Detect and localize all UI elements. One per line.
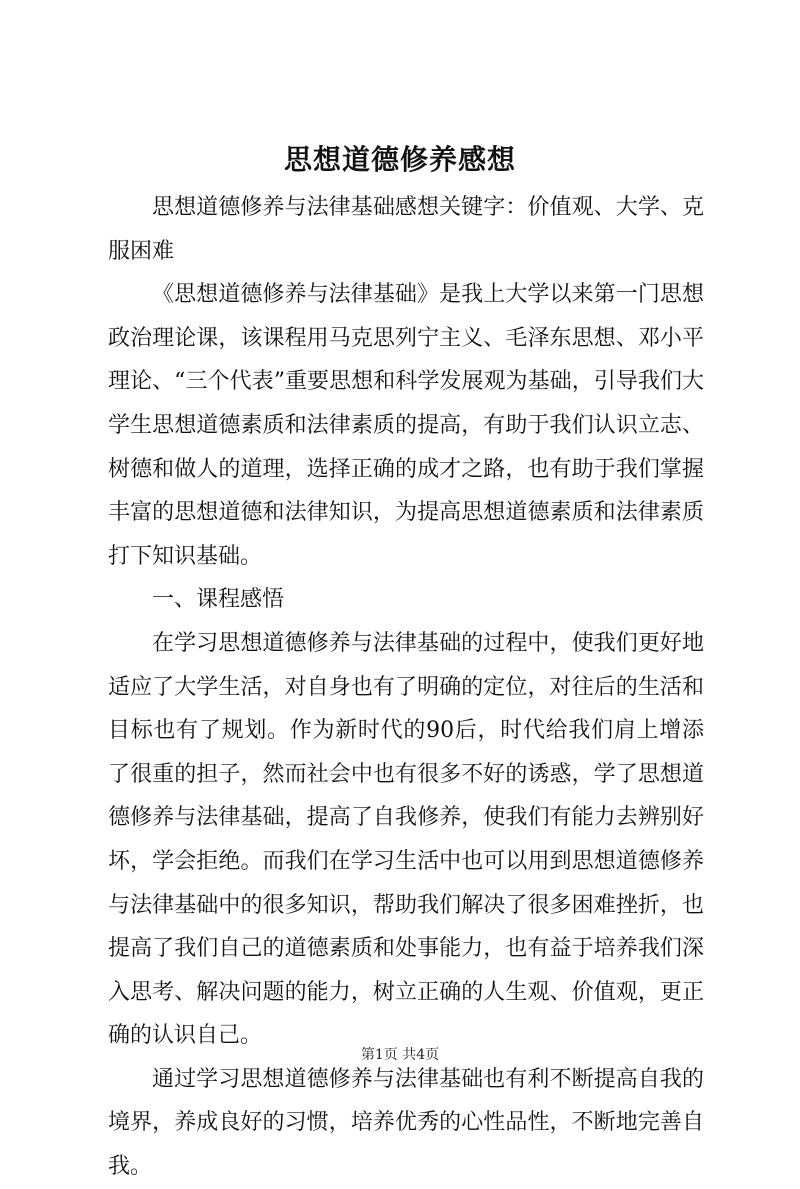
page-number-footer: 第1页 共4页 [360,1047,440,1063]
course-reflection-paragraph: 在学习思想道德修养与法律基础的过程中，使我们更好地适应了大学生活，对自身也有了明确的定位，对往后的生活和目标也有了规划。作为新时代的90后，时代给我们肩上增添了很重的担子，然而社会中也有很多不好的诱惑，学了思想道德修养与法律基础，提高了自我修养，使我们有能力去辨别好坏，学会拒绝。而我们在学习生活中也可以用到思想道德修养与法律基础中的很多知识，帮助我们解决了很多困难挫折，也提高了我们自己的道德素质和处事能力，也有益于培养我们深入思考、解决问题的能力，树立正确的人生观、价值观，更正确的认识自己。 [108,630,704,1049]
section-heading: 一、课程感悟 [152,587,285,613]
self-improvement-paragraph: 通过学习思想道德修养与法律基础也有利不断提高自我的境界，养成良好的习惯，培养优秀的心性品性，不断地完善自我。 [108,1066,704,1180]
page-title: 思想道德修养感想 [283,143,516,176]
keywords-paragraph: 思想道德修养与法律基础感想关键字：价值观、大学、克服困难 [108,195,704,264]
document-body [108,186,704,1189]
intro-paragraph: 《思想道德修养与法律基础》是我上大学以来第一门思想政治理论课，该课程用马克思列宁主义、毛泽东思想、邓小平理论、“三个代表”重要思想和科学发展观为基础，引导我们大学生思想道德素质和法律素质的提高，有助于我们认识立志、树德和做人的道理，选择正确的成才之路，也有助于我们掌握丰富的思想道德和法律知识，为提高思想道德素质和法律素质打下知识基础。 [108,282,704,569]
